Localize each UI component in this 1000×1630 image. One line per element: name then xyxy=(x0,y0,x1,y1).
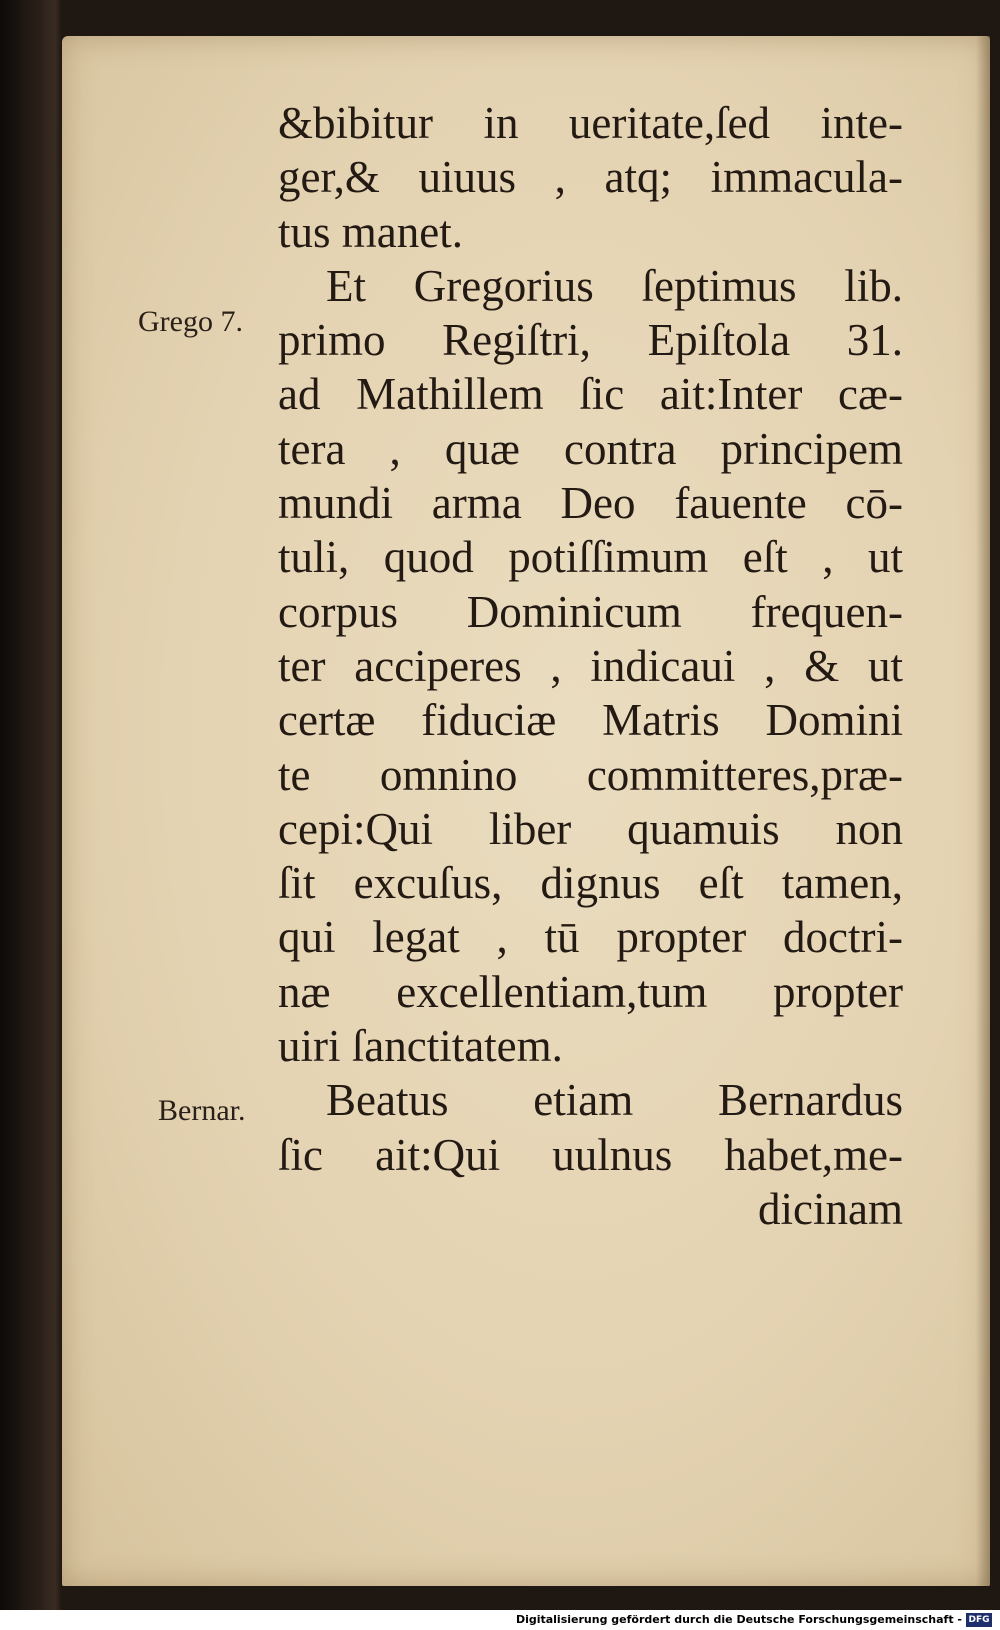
text-line: certæ fiduciæ Matris Domini xyxy=(278,695,903,746)
text-line: ad Mathillem ſic ait:Inter cæ- xyxy=(278,369,903,420)
text-line: te omnino committeres,præ- xyxy=(278,749,903,800)
text-line: ſic ait:Qui uulnus habet,me- xyxy=(278,1129,903,1180)
text-line: cepi:Qui liber quamuis non xyxy=(278,803,903,854)
text-line: næ excellentiam,tum propter xyxy=(278,966,903,1017)
text-line: Beatus etiam Bernardus xyxy=(326,1075,903,1126)
marginal-note-gregory: Grego 7. xyxy=(138,305,243,338)
text-line: primo Regiſtri, Epiſtola 31. xyxy=(278,315,903,366)
text-line: tus manet. xyxy=(278,206,463,257)
text-line: tuli, quod potiſſimum eſt , ut xyxy=(278,532,903,583)
footer-credit: Digitalisierung gefördert durch die Deutsche Forschungsgemeinschaft - xyxy=(515,1613,962,1626)
marginal-note-bernard: Bernar. xyxy=(158,1094,246,1127)
dfg-logo: DFG xyxy=(966,1613,992,1627)
text-line: qui legat , tū propter doctri- xyxy=(278,912,903,963)
text-line: corpus Dominicum frequen- xyxy=(278,586,903,637)
text-line: uiri ſanctitatem. xyxy=(278,1021,563,1072)
footer-bar xyxy=(0,1610,1000,1630)
text-line: tera , quæ contra principem xyxy=(278,423,903,474)
text-line: &bibitur in ueritate,ſed inte- xyxy=(278,98,903,148)
text-line: ſit excuſus, dignus eſt tamen, xyxy=(278,858,903,909)
text-line: ter acciperes , indicaui , & ut xyxy=(278,640,903,691)
catchword: dicinam xyxy=(758,1183,903,1234)
text-line: mundi arma Deo fauente cō- xyxy=(278,478,903,529)
page-edge-shadow xyxy=(976,36,990,1586)
text-line: Et Gregorius ſeptimus lib. xyxy=(326,260,903,311)
body-text xyxy=(278,96,903,1236)
text-line: ger,& uiuus , atq; immacula- xyxy=(278,152,903,203)
